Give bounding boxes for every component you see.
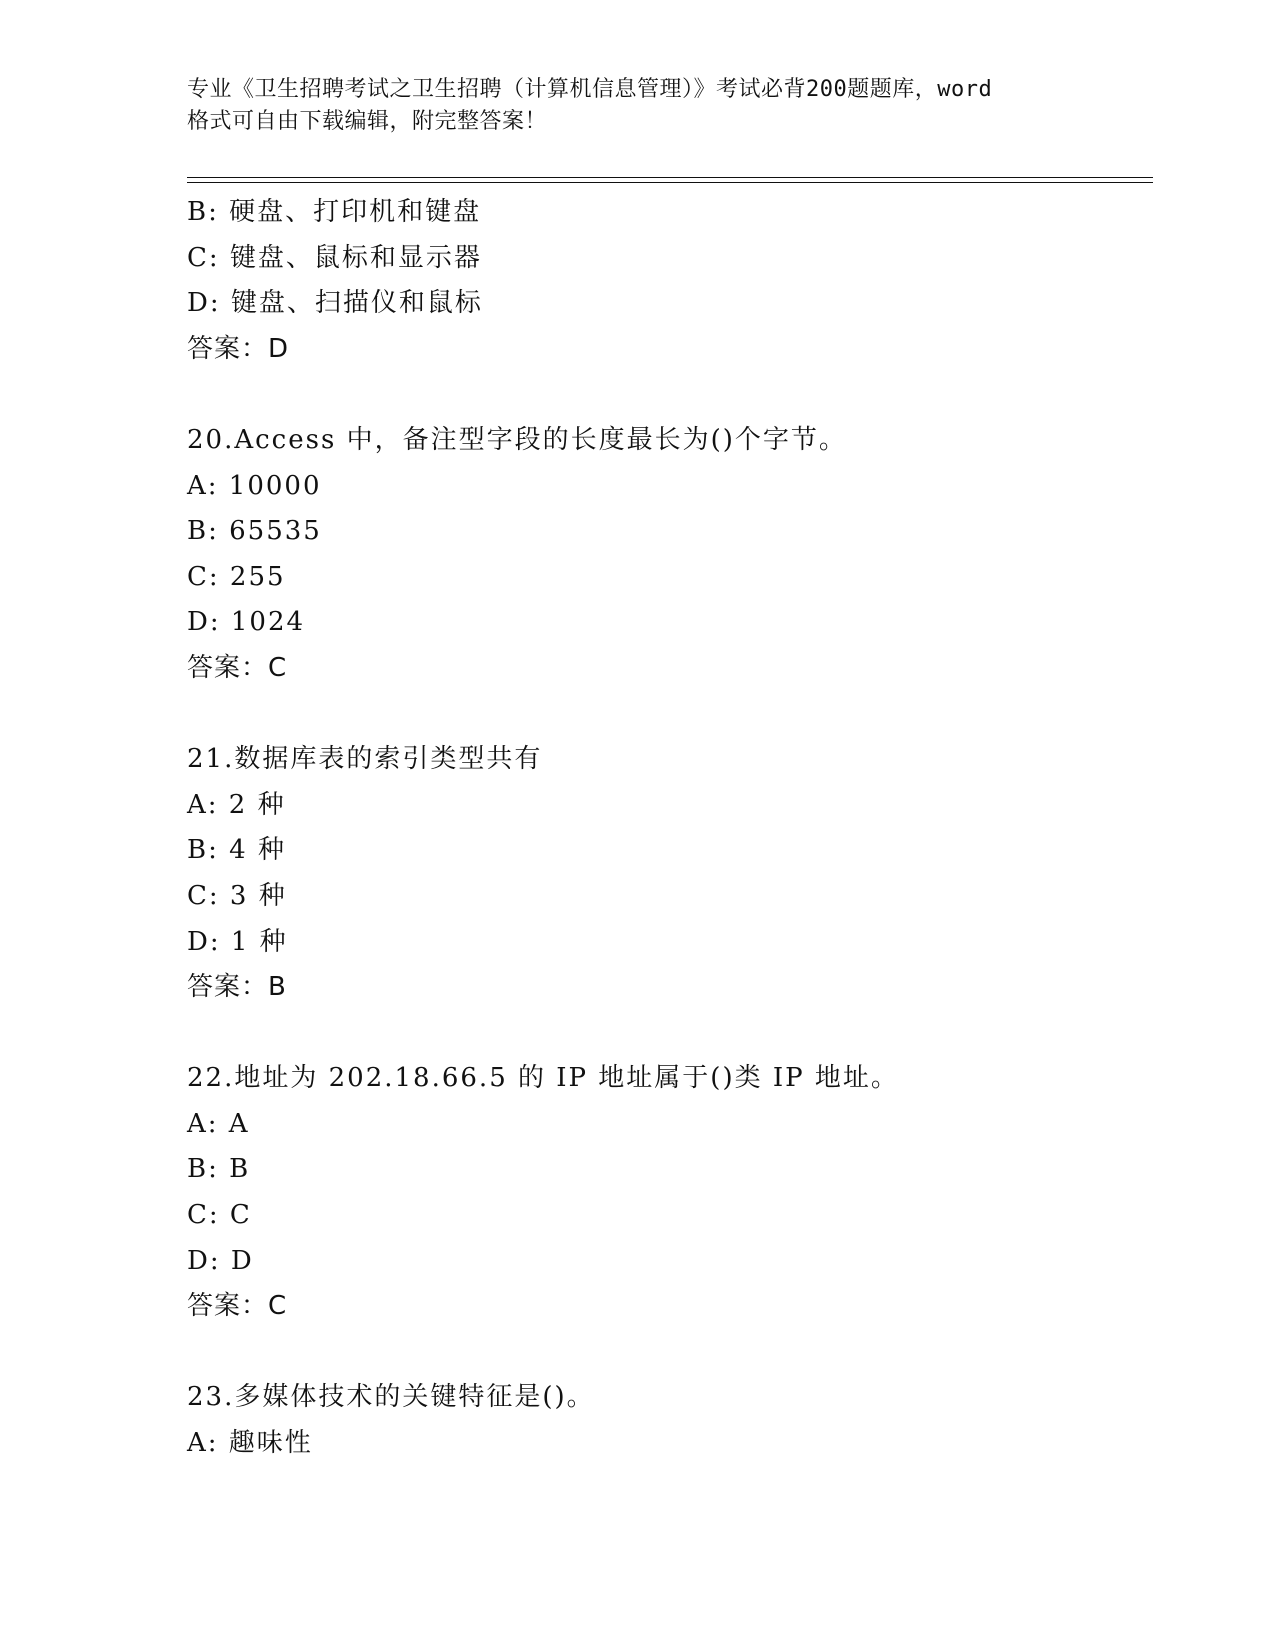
option-d: D: D <box>187 1245 254 1276</box>
question-text: 20.Access 中，备注型字段的长度最长为()个字节。 <box>187 424 847 455</box>
question-text: 22.地址为 202.18.66.5 的 IP 地址属于()类 IP 地址。 <box>187 1063 899 1094</box>
option-a: A: 2 种 <box>187 789 286 820</box>
option-b: B: 4 种 <box>187 835 286 866</box>
document-header <box>187 74 1107 138</box>
option-c: C: 3 种 <box>187 880 287 911</box>
spacer <box>187 372 1147 418</box>
header-line-1: 专业《卫生招聘考试之卫生招聘（计算机信息管理）》考试必背200题题库，word <box>187 77 993 102</box>
option-a: A: 10000 <box>187 470 322 501</box>
question-text: 23.多媒体技术的关键特征是()。 <box>187 1382 595 1413</box>
question-list <box>187 190 1147 1467</box>
option-b: B: B <box>187 1154 251 1185</box>
option-c: C: 键盘、鼠标和显示器 <box>187 242 482 273</box>
answer-line: 答案：C <box>187 652 288 683</box>
option-a: A: 趣味性 <box>187 1428 313 1459</box>
option-c: C: C <box>187 1200 252 1231</box>
spacer <box>187 1330 1147 1376</box>
option-b: B: 65535 <box>187 516 322 547</box>
option-d: D: 1024 <box>187 607 306 638</box>
header-divider-bottom <box>187 182 1153 183</box>
option-a: A: A <box>187 1108 250 1139</box>
header-line-2: 格式可自由下载编辑，附完整答案！ <box>187 109 548 134</box>
header-divider-top <box>187 177 1153 178</box>
option-d: D: 1 种 <box>187 926 288 957</box>
answer-line: 答案：D <box>187 333 290 364</box>
option-d: D: 键盘、扫描仪和鼠标 <box>187 288 483 319</box>
answer-line: 答案：B <box>187 972 287 1003</box>
option-b: B: 硬盘、打印机和键盘 <box>187 197 482 227</box>
spacer <box>187 1011 1147 1057</box>
option-c: C: 255 <box>187 561 286 592</box>
answer-line: 答案：C <box>187 1291 288 1322</box>
question-text: 21.数据库表的索引类型共有 <box>187 744 543 775</box>
spacer <box>187 692 1147 738</box>
